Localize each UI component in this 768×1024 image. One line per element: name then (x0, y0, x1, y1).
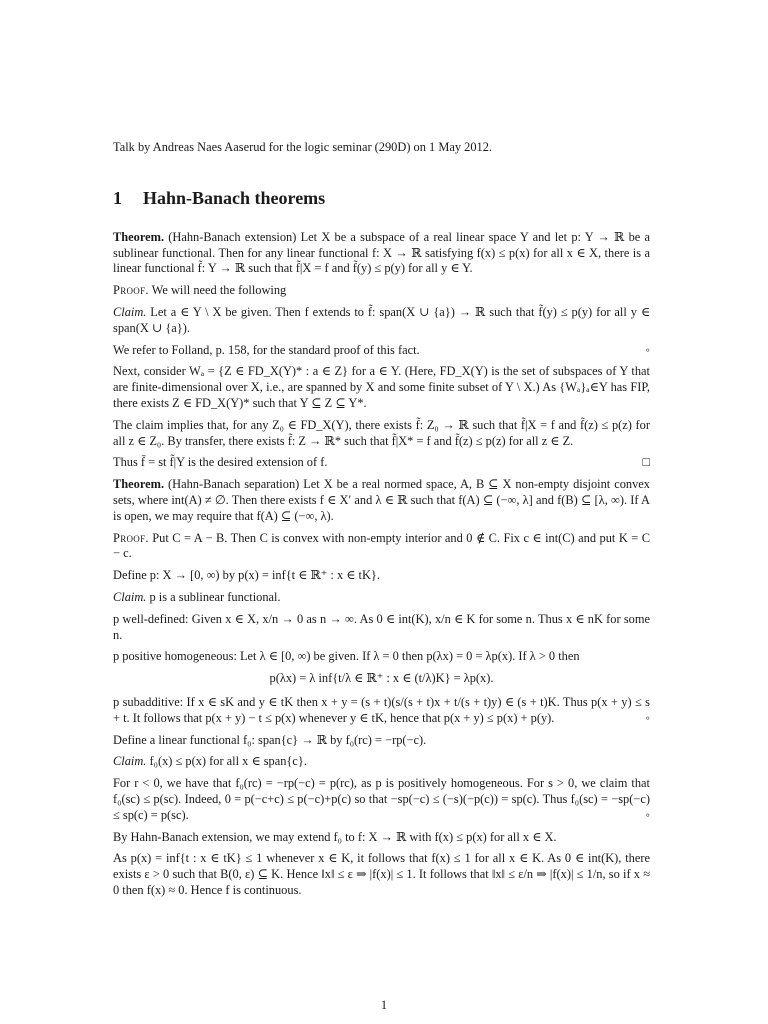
proof-label: Proof. (113, 530, 149, 545)
claim-extends (113, 305, 650, 337)
theorem-extension-text: (Hahn-Banach extension) Let X be a subspace of a real linear space Y and let p: Y → ℝ be a sublinear functional. Then for any linear functional f: X → ℝ satisfying f(x) ≤ p(x) for all x ∈ X, there is a linear functional f̃: Y → ℝ such that f̃|X = f and f̃(y) ≤ p(y) for all y ∈ Y. (113, 229, 650, 276)
intro-line: Talk by Andreas Naes Aaserud for the logic seminar (290D) on 1 May 2012. (113, 140, 493, 154)
theorem-extension (113, 230, 650, 277)
paragraph-r-negative (113, 776, 650, 823)
paragraph-subadditive (113, 695, 650, 727)
claim-end-mark: ◦ (645, 342, 650, 357)
paragraph-by-hahn-banach: By Hahn-Banach extension, we may extend f₀ to f: X → ℝ with f(x) ≤ p(x) for all x ∈ X. (113, 829, 557, 844)
paragraph-r-negative-text: For r < 0, we have that f₀(rc) = −rp(−c) = p(rc), as p is positively homogeneous. For s > 0, we claim that f₀(sc) ≤ p(sc). Indeed, 0 = p(−c+c) ≤ p(−c)+p(c) so that −sp(−c) ≤ (−s)(−p(c)) = sp(c). Thus f₀(sc) = −sp(−c) ≤ sp(c) = p(sc). (113, 776, 650, 822)
claim-sublinear (113, 590, 650, 606)
proof-extension (113, 283, 650, 299)
claim-label: Claim. (113, 589, 147, 604)
paragraph-thus (113, 455, 650, 471)
section-title: Hahn-Banach theorems (143, 187, 326, 208)
paragraph-define-f0: Define a linear functional f₀: span{c} → ℝ by f₀(rc) = −rp(−c). (113, 732, 427, 747)
paragraph-next: Next, consider Wₐ = {Z ∈ FD_X(Y)* : a ∈ Z} for a ∈ Y. (Here, FD_X(Y) is the set of subspaces of Y that are finite-dimensional over X, i.e., are spanned by X and some finite subset of Y \ X.) As {Wₐ}ₐ∈Y has FIP, there exists Z ∈ FD_X(Y)* such that Y ⊆ Z ⊆ Y*. (113, 364, 650, 410)
claim-extends-text: Let a ∈ Y \ X be given. Then f extends to f̃: span(X ∪ {a}) → ℝ such that f̃(y) ≤ p(y) for all y ∈ span(X ∪ {a}). (113, 304, 650, 335)
section-heading (113, 187, 650, 209)
section-number: 1 (113, 187, 122, 208)
claim-label: Claim. (113, 754, 147, 769)
claim-end-mark: ◦ (645, 710, 650, 725)
paragraph-thus-text: Thus f̄ = st f̃|Y is the desired extension of f. (113, 455, 328, 470)
proof-label: Proof. (113, 283, 149, 298)
folland-reference-text: We refer to Folland, p. 158, for the standard proof of this fact. (113, 342, 420, 357)
claim-end-mark: ◦ (645, 807, 650, 822)
equation-homogeneous: p(λx) = λ inf{t/λ ∈ ℝ⁺ : x ∈ (t/λ)K} = λp(x). (269, 671, 494, 686)
claim-f0-bound-text: f₀(x) ≤ p(x) for all x ∈ span{c}. (149, 754, 307, 769)
paragraph-positive-homogeneous: p positive homogeneous: Let λ ∈ [0, ∞) be given. If λ = 0 then p(λx) = 0 = λp(x). If λ > 0 then (113, 649, 580, 664)
paragraph-claim-implies: The claim implies that, for any Z₀ ∈ FD_X(Y), there exists f̃: Z₀ → ℝ such that f̃|X = f and f̃(z) ≤ p(z) for all z ∈ Z₀. By transfer, there exists f̃: Z → ℝ* such that f̃|X* = f and f̃(z) ≤ p(z) for all z ∈ Z. (113, 417, 650, 448)
paragraph-subadditive-text: p subadditive: If x ∈ sK and y ∈ tK then x + y = (s + t)(s/(s + t)x + t/(s + t)y) ∈ (s + t)K. Thus p(x + y) ≤ s + t. It follows that p(x + y) − t ≤ p(x) whenever y ∈ tK, hence that p(x + y) ≤ p(x) + p(y). (113, 694, 650, 725)
qed-mark: □ (642, 455, 650, 470)
claim-label: Claim. (113, 304, 147, 319)
folland-reference (113, 343, 650, 359)
paragraph-define-p: Define p: X → [0, ∞) by p(x) = inf{t ∈ ℝ⁺ : x ∈ tK}. (113, 568, 380, 583)
proof-separation-text: Put C = A − B. Then C is convex with non-empty interior and 0 ∉ C. Fix c ∈ int(C) and put K = C − c. (113, 530, 650, 561)
theorem-separation-text: (Hahn-Banach separation) Let X be a real normed space, A, B ⊆ X non-empty disjoint convex sets, where int(A) ≠ ∅. Then there exists f ∈ X′ and λ ∈ ℝ such that f(A) ⊆ (−∞, λ] and f(B) ⊆ [λ, ∞). If A is open, we may require that f(A) ⊆ (−∞, λ). (113, 477, 650, 523)
proof-separation (113, 531, 650, 563)
paragraph-continuity: As p(x) = inf{t : x ∈ tK} ≤ 1 whenever x ∈ K, it follows that f(x) ≤ 1 for all x ∈ K. As 0 ∈ int(K), there exists ε > 0 such that B(0, ε) ⊆ K. Hence ‖x‖ ≤ ε ⇒ |f(x)| ≤ 1. It follows that ‖x‖ ≤ ε/n ⇒ |f(x)| ≤ 1/n, so if x ≈ 0 then f(x) ≈ 0. Hence f is continuous. (113, 851, 650, 897)
theorem-label: Theorem. (113, 229, 165, 244)
claim-f0-bound (113, 754, 650, 770)
page-number: 1 (380, 998, 388, 1012)
paragraph-well-defined: p well-defined: Given x ∈ X, x/n → 0 as n → ∞. As 0 ∈ int(K), x/n ∈ K for some n. Thus x ∈ nK for some n. (113, 611, 650, 642)
theorem-label: Theorem. (113, 477, 165, 492)
claim-sublinear-text: p is a sublinear functional. (149, 589, 281, 604)
proof-extension-text: We will need the following (151, 283, 287, 298)
theorem-separation (113, 477, 650, 524)
